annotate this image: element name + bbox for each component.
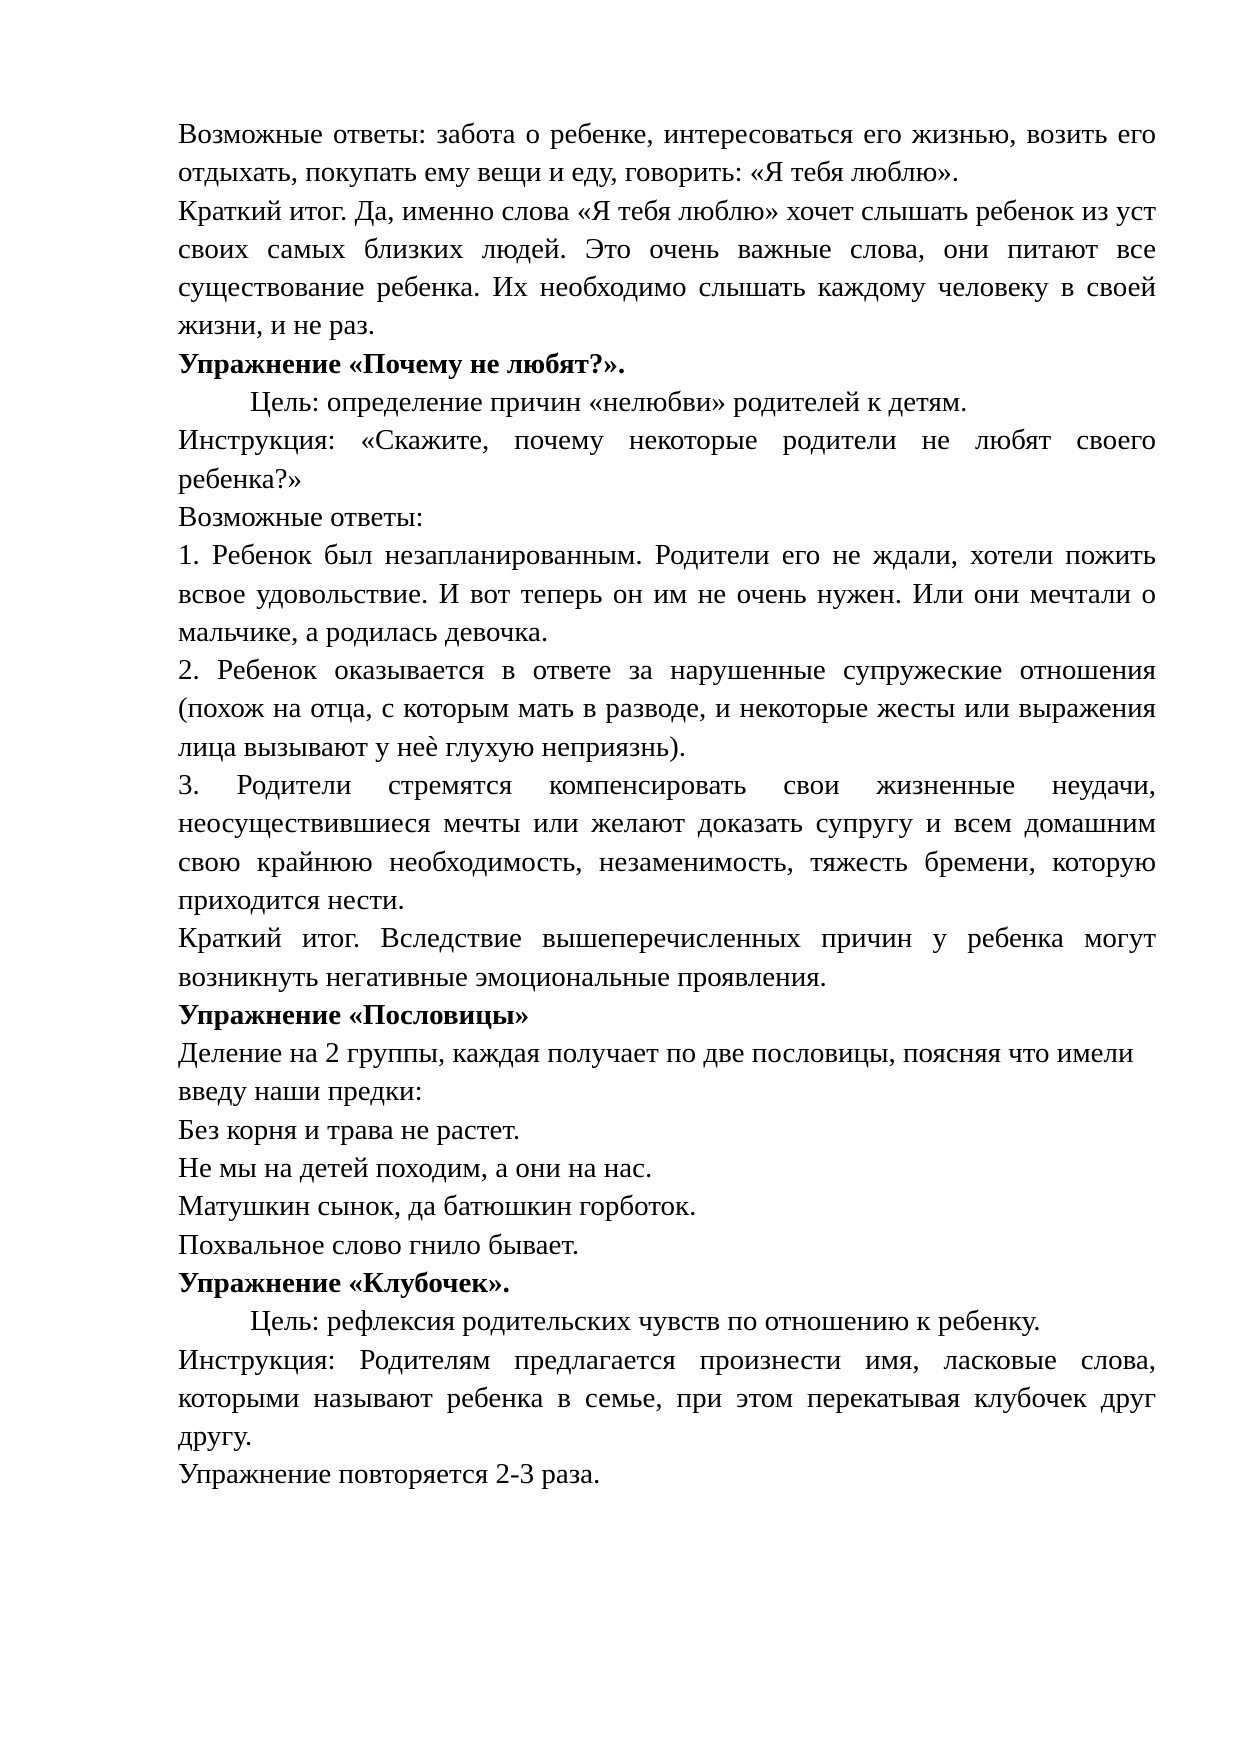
instruction-why-not-love: Инструкция: «Скажите, почему некоторые родители не любят своего ребенка?» xyxy=(178,424,1156,495)
answer-item-1: 1. Ребенок был незапланированным. Родители его не ждали, хотели пожить всвое удовольствие. И вот теперь он им не очень нужен. Или они мечтали о мальчике, а родилась девочка. xyxy=(178,539,1156,648)
answers-label: Возможные ответы: xyxy=(178,500,424,533)
goal-ball: Цель: рефлексия родительских чувств по отношению к ребенку. xyxy=(250,1305,1041,1338)
document-body xyxy=(178,115,1156,1494)
summary-why-not-love: Краткий итог. Вследствие вышеперечисленных причин у ребенка могут возникнуть негативные эмоциональные проявления. xyxy=(178,922,1156,993)
repeat-note: Упражнение повторяется 2-3 раза. xyxy=(178,1458,601,1491)
heading-proverbs: Упражнение «Пословицы» xyxy=(178,998,530,1031)
proverb-item-4: Похвальное слово гнило бывает. xyxy=(178,1228,580,1261)
paragraph-summary-love: Краткий итог. Да, именно слова «Я тебя люблю» хочет слышать ребенок из уст своих самых близких людей. Это очень важные слова, они питают все существование ребенка. Их необходимо слышать каждому человеку в своей жизни, и не раз. xyxy=(178,194,1156,342)
instruction-ball: Инструкция: Родителям предлагается произнести имя, ласковые слова, которыми называют ребенка в семье, при этом перекатывая клубочек друг другу. xyxy=(178,1343,1156,1453)
answer-item-3: 3. Родители стремятся компенсировать свои жизненные неудачи, неосуществившиеся мечты или желают доказать супругу и всем домашним свою крайнюю необходимость, незаменимость, тяжесть бремени, которую приходится нести. xyxy=(178,769,1156,916)
proverb-item-1: Без корня и трава не растет. xyxy=(178,1113,521,1146)
paragraph-possible-answers: Возможные ответы: забота о ребенке, интересоваться его жизнью, возить его отдыхать, покупать ему вещи и еду, говорить: «Я тебя люблю». xyxy=(178,118,1156,189)
heading-ball: Упражнение «Клубочек». xyxy=(178,1266,510,1299)
heading-why-not-love: Упражнение «Почему не любят?». xyxy=(178,347,626,380)
proverb-item-3: Матушкин сынок, да батюшкин горботок. xyxy=(178,1190,697,1223)
goal-why-not-love: Цель: определение причин «нелюбви» родителей к детям. xyxy=(250,386,968,419)
answer-item-2: 2. Ребенок оказывается в ответе за нарушенные супружеские отношения (похож на отца, с которым мать в разводе, и некоторые жесты или выражения лица вызывают у неѐ глухую неприязнь). xyxy=(178,654,1156,763)
proverb-item-2: Не мы на детей походим, а они на нас. xyxy=(178,1152,653,1185)
proverbs-intro: Деление на 2 группы, каждая получает по две пословицы, поясняя что имели введу наши предки: xyxy=(178,1037,1134,1108)
